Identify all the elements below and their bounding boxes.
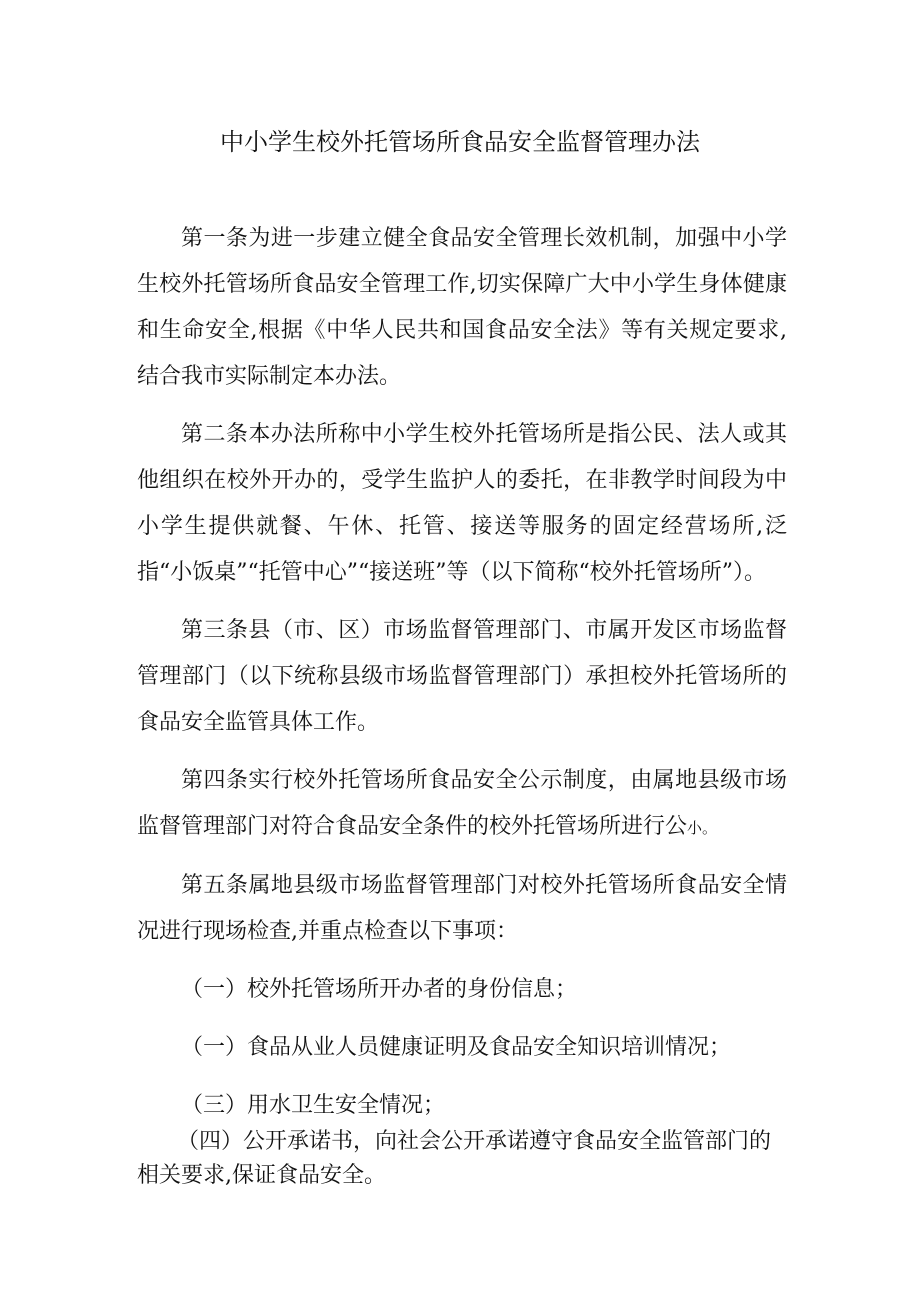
list-item: （三）用水卫生安全情况；: [181, 1093, 446, 1118]
article-3: 第三条县（市、区）市场监督管理部门、市属开发区市场监督管理部门（以下统称县级市场监督管理部门）承担校外托管场所的食品安全监管具体工作。: [137, 618, 787, 735]
article-5: 第五条属地县级市场监督管理部门对校外托管场所食品安全情况进行现场检查,并重点检查以下事项：: [137, 873, 787, 944]
article-4-tail: 小。: [687, 819, 718, 837]
list-item: （一）校外托管场所开办者的身份信息；: [181, 977, 578, 1002]
article-2: 第二条本办法所称中小学生校外托管场所是指公民、法人或其他组织在校外开办的，受学生监护人的委托，在非教学时间段为中小学生提供就餐、午休、托管、接送等服务的固定经营场所,泛指“小饭桌”“托管中心”“接送班”等（以下简称“校外托管场所”）。: [137, 422, 787, 585]
list-item: （一）食品从业人员健康证明及食品安全知识培训情况；: [181, 1035, 732, 1060]
article-4-text: 第四条实行校外托管场所食品安全公示制度，由属地县级市场监督管理部门对符合食品安全条件的校外托管场所进行公: [137, 768, 787, 839]
list-item: （四）公开承诺书，向社会公开承诺遵守食品安全监管部门的相关要求,保证食品安全。: [137, 1129, 772, 1188]
article-1: 第一条为进一步建立健全食品安全管理长效机制，加强中小学生校外托管场所食品安全管理工作,切实保障广大中小学生身体健康和生命安全,根据《中华人民共和国食品安全法》等有关规定要求,结合我市实际制定本办法。: [137, 226, 787, 389]
document-title: 中小学生校外托管场所食品安全监督管理办法: [220, 128, 700, 156]
article-4: [137, 758, 787, 851]
document-body: [137, 216, 787, 1193]
